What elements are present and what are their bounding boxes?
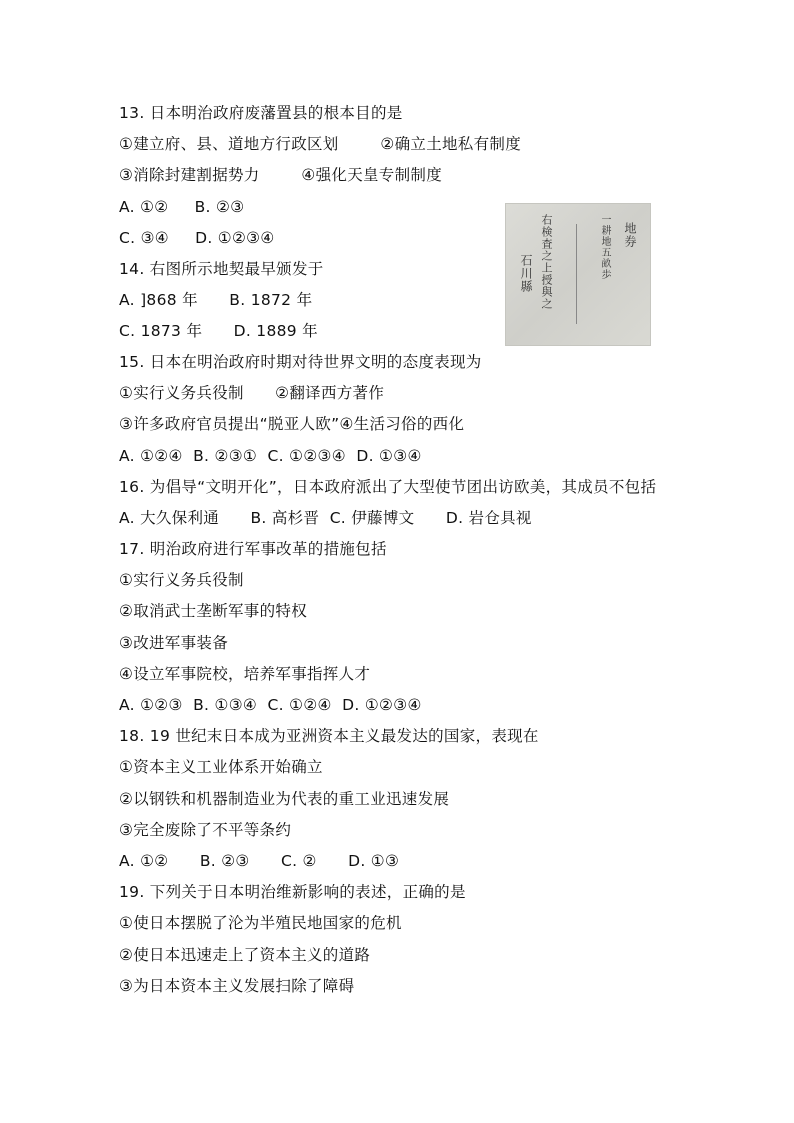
deed-text-col4: 石川縣: [519, 254, 533, 293]
q14-stem: 14. 右图所示地契最早颁发于: [119, 260, 324, 278]
q13-options-1-2: ①建立府、县、道地方行政区划 ②确立土地私有制度: [119, 135, 522, 153]
land-deed-image: [505, 203, 651, 346]
q18-choices: A. ①② B. ②③ C. ② D. ①③: [119, 852, 400, 870]
q16-choices: A. 大久保利通 B. 高杉晋 C. 伊藤博文 D. 岩仓具视: [119, 509, 532, 527]
q16-stem: 16. 为倡导“文明开化”，日本政府派出了大型使节团出访欧美，其成员不包括: [119, 478, 657, 496]
q19-option-3: ③为日本资本主义发展扫除了障碍: [119, 977, 355, 995]
q19-stem: 19. 下列关于日本明治维新影响的表述，正确的是: [119, 883, 466, 901]
q18-option-3: ③完全废除了不平等条约: [119, 821, 292, 839]
deed-divider: [576, 224, 577, 324]
q13-options-3-4: ③消除封建割据势力 ④强化天皇专制制度: [119, 166, 443, 184]
q17-option-1: ①实行义务兵役制: [119, 571, 244, 589]
q18-option-2: ②以钢铁和机器制造业为代表的重工业迅速发展: [119, 790, 450, 808]
q13-choices-ab: A. ①② B. ②③: [119, 198, 245, 216]
deed-text-col2: 一耕地五畝歩: [599, 214, 610, 280]
q17-option-4: ④设立军事院校，培养军事指挥人才: [119, 665, 371, 683]
q15-options-3-4: ③许多政府官员提出“脱亚人欧”④生活习俗的西化: [119, 415, 465, 433]
q17-stem: 17. 明治政府进行军事改革的措施包括: [119, 540, 387, 558]
q19-option-1: ①使日本摆脱了沦为半殖民地国家的危机: [119, 914, 402, 932]
q14-choices-cd: C. 1873 年 D. 1889 年: [119, 322, 318, 340]
deed-text-col3: 右検査之上授與之: [540, 214, 553, 310]
q15-choices: A. ①②④ B. ②③① C. ①②③④ D. ①③④: [119, 447, 422, 465]
q18-stem: 18. 19 世纪末日本成为亚洲资本主义最发达的国家，表现在: [119, 727, 539, 745]
deed-text-col1: 地券: [623, 222, 637, 248]
q13-stem: 13. 日本明治政府废藩置县的根本目的是: [119, 104, 403, 122]
q15-options-1-2: ①实行义务兵役制 ②翻译西方著作: [119, 384, 385, 402]
q15-stem: 15. 日本在明治政府时期对待世界文明的态度表现为: [119, 353, 482, 371]
q17-choices: A. ①②③ B. ①③④ C. ①②④ D. ①②③④: [119, 696, 422, 714]
q17-option-3: ③改进军事装备: [119, 634, 228, 652]
q14-choices-ab: A. ]868 年 B. 1872 年: [119, 291, 313, 309]
q19-option-2: ②使日本迅速走上了资本主义的道路: [119, 946, 371, 964]
q18-option-1: ①资本主义工业体系开始确立: [119, 758, 323, 776]
q13-choices-cd: C. ③④ D. ①②③④: [119, 229, 275, 247]
q17-option-2: ②取消武士垄断军事的特权: [119, 602, 307, 620]
